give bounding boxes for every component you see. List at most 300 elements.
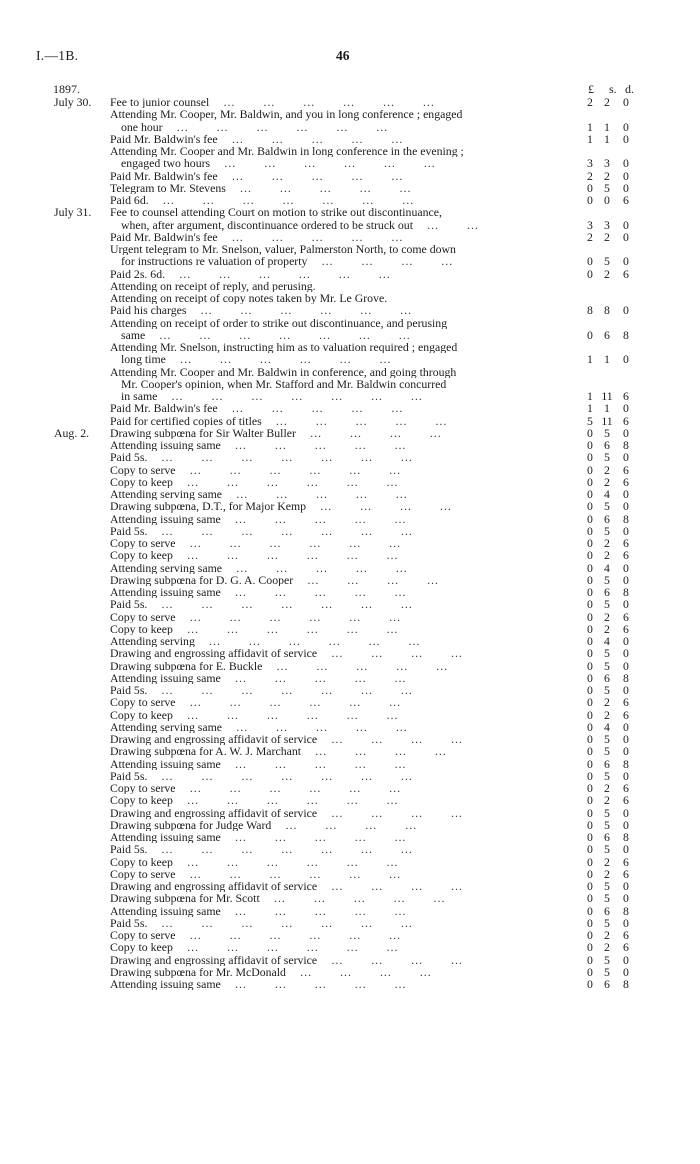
amount-shillings: 5 (604, 254, 610, 269)
dot-leader: … … … … … … (175, 537, 415, 550)
amount-shillings: 5 (604, 180, 610, 195)
dot-leader: … … … … … … (162, 120, 402, 133)
amount-pounds: 0 (587, 266, 593, 281)
ledger-entry (0, 782, 700, 794)
entry-line (0, 353, 700, 365)
entry-description: Drawing and engrossing affidavit of service (110, 647, 318, 660)
ledger-entry (0, 929, 700, 941)
ledger-entry (0, 831, 700, 843)
amount-pence: 0 (623, 842, 629, 857)
ledger-entry (0, 917, 700, 929)
dot-leader: … … … … … (220, 978, 421, 991)
amount-pence: 0 (623, 499, 629, 514)
ledger-entry (0, 341, 700, 366)
amount-pence: 0 (623, 572, 629, 587)
entry-line (0, 929, 700, 941)
amount-shillings: 6 (604, 327, 610, 342)
ledger-entry (0, 402, 700, 414)
year-heading: 1897. (53, 82, 80, 96)
amount-pounds: 0 (587, 450, 593, 465)
amount-pence: 8 (623, 327, 629, 342)
amount-pounds: 0 (587, 732, 593, 746)
dot-leader: … … … … (293, 573, 453, 586)
dot-leader: … … … … (317, 806, 477, 819)
entry-description: Paid 5s. (110, 769, 148, 782)
ledger-entry (0, 696, 700, 708)
entry-description: Copy to keep (110, 855, 173, 868)
amount-shillings: 1 (604, 352, 610, 367)
amount-pounds: 0 (587, 695, 593, 710)
entry-description: Copy to keep (110, 794, 173, 807)
amount-shillings: 6 (604, 756, 610, 771)
amount-pence (619, 280, 633, 292)
ledger-entry (0, 549, 700, 561)
amount-pence: 6 (623, 621, 629, 636)
amount-pounds: 0 (587, 670, 593, 685)
amount-shillings: 2 (604, 548, 610, 563)
entry-description: Drawing subpœna for Mr. Scott (110, 892, 260, 905)
ledger-entry (0, 96, 700, 108)
entry-description: Copy to serve (110, 929, 176, 942)
entry-line (0, 562, 700, 574)
amount-pence: 6 (623, 389, 629, 403)
entry-description: Attending Mr. Cooper and Mr. Baldwin in conference, and going through (110, 365, 457, 378)
amount-pence: 6 (623, 413, 629, 428)
entry-line (0, 243, 700, 255)
entry-line (0, 488, 700, 500)
dot-leader: … … … … … … (172, 941, 413, 954)
shillings-heading: s. (609, 82, 617, 96)
page-header (36, 40, 660, 64)
entry-description: Copy to keep (110, 941, 173, 954)
amount-pounds: 0 (587, 462, 593, 477)
amount-shillings: 5 (604, 952, 610, 967)
amount-pence: 0 (623, 401, 629, 416)
amount-shillings: 2 (604, 462, 610, 477)
amount-pence: 0 (623, 560, 629, 575)
amount-pounds: 0 (587, 768, 593, 783)
ledger-entry (0, 562, 700, 574)
amount-pounds: 1 (587, 352, 593, 367)
ledger-entry (0, 513, 700, 525)
dot-leader: … … … … … … (165, 353, 406, 366)
amount-pence: 6 (623, 536, 629, 550)
ledger-entry (0, 635, 700, 647)
amount-shillings: 1 (604, 119, 610, 134)
amount-shillings (598, 280, 616, 292)
amount-pounds: 0 (587, 744, 593, 759)
amount-shillings: 3 (604, 217, 610, 232)
entry-description: Copy to keep (110, 475, 173, 488)
ledger-entry (0, 880, 700, 892)
entry-line (0, 390, 700, 402)
amount-pence: 0 (623, 168, 629, 183)
amount-pence: 6 (623, 462, 629, 477)
amount-pence: 0 (623, 646, 629, 661)
entry-line (0, 905, 700, 917)
ledger-entry (0, 684, 700, 696)
ledger-entry (0, 464, 700, 476)
amount-pence: 0 (623, 915, 629, 930)
amount-pounds: 0 (587, 915, 593, 930)
amount-shillings: 5 (604, 915, 610, 930)
entry-line (0, 868, 700, 880)
entry-description: Copy to serve (110, 867, 176, 880)
dot-leader: … … … … … (261, 414, 462, 427)
ledger-entry (0, 182, 700, 194)
dot-leader: … … … … (317, 953, 477, 966)
dot-leader: … … … … … … (175, 610, 415, 623)
entry-description: Copy to keep (110, 549, 173, 562)
ledger-entry (0, 415, 700, 427)
amount-shillings: 2 (604, 793, 610, 808)
entry-description: Drawing subpœna, D.T., for Major Kemp (110, 500, 307, 513)
entry-description: Attending on receipt of order to strike out discontinuance, and perusing (110, 316, 448, 329)
amount-pounds: 0 (587, 621, 593, 636)
dot-leader: … … … … … … (172, 549, 413, 562)
amount-shillings: 6 (604, 977, 610, 991)
amount-pounds: 5 (587, 413, 593, 428)
dot-leader: … … … … … … (175, 929, 415, 942)
pence-heading: d. (625, 82, 634, 96)
ledger-entry (0, 451, 700, 463)
amount-pounds: 0 (587, 180, 593, 195)
entry-line (0, 892, 700, 904)
entry-line (0, 966, 700, 978)
pounds-heading: £ (588, 82, 594, 96)
amount-pence: 0 (623, 879, 629, 893)
amount-shillings: 5 (604, 683, 610, 697)
entry-description: Paid 6d. (110, 194, 149, 207)
entry-line (0, 660, 700, 672)
amount-shillings: 3 (604, 156, 610, 171)
entry-description: Paid 5s. (110, 524, 148, 537)
ledger-entry (0, 733, 700, 745)
amount-shillings: 4 (604, 719, 610, 734)
entry-description: Attending issuing same (110, 831, 221, 844)
entry-description: Attending issuing same (110, 978, 221, 991)
dot-leader: … … … … (317, 733, 477, 746)
amount-pounds: 0 (587, 879, 593, 893)
amount-shillings: 2 (604, 854, 610, 869)
entry-line (0, 182, 700, 194)
amount-pence: 6 (623, 266, 629, 281)
amount-pounds: 0 (587, 964, 593, 979)
entry-description: Paid 2s. 6d. (110, 267, 166, 280)
amount-pounds: 0 (587, 560, 593, 575)
amount-pounds: 0 (587, 854, 593, 869)
entry-description: Paid Mr. Baldwin's fee (110, 230, 218, 243)
ledger-entry (0, 304, 700, 316)
entry-line (0, 513, 700, 525)
entry-description: long time (121, 353, 166, 366)
entry-description: Fee to junior counsel (110, 96, 210, 109)
amount-pounds: 0 (587, 511, 593, 526)
amount-pounds: 3 (587, 217, 593, 232)
entry-description: Copy to keep (110, 622, 173, 635)
document-reference: I.—1B. (36, 48, 79, 63)
entry-line (0, 696, 700, 708)
dot-leader: … … … … … … … (147, 916, 427, 929)
entry-line (0, 366, 700, 378)
amount-pence: 0 (623, 95, 629, 109)
entry-line (0, 145, 700, 157)
amount-pounds: 0 (587, 499, 593, 514)
entry-line (0, 647, 700, 659)
entry-line (0, 709, 700, 721)
entry-date: Aug. 2. (54, 425, 90, 440)
amount-pounds: 0 (587, 830, 593, 844)
amount-shillings: 5 (604, 879, 610, 893)
amount-pounds: 0 (587, 756, 593, 771)
entry-line (0, 219, 700, 231)
ledger-entry (0, 758, 700, 770)
entry-line (0, 782, 700, 794)
amount-pence: 0 (623, 658, 629, 673)
entry-description: Drawing and engrossing affidavit of service (110, 953, 318, 966)
amount-pounds: 0 (587, 327, 593, 342)
amount-pounds: 0 (587, 425, 593, 440)
amount-shillings: 5 (604, 805, 610, 820)
amount-pounds: 3 (587, 156, 593, 171)
dot-leader: … … … … … (220, 757, 421, 770)
dot-leader: … … … … (307, 255, 467, 268)
entry-line (0, 819, 700, 831)
dot-leader: … … … … (317, 647, 477, 660)
entry-line (0, 733, 700, 745)
dot-leader: … … … … (306, 500, 466, 513)
amount-pence: 0 (623, 597, 629, 612)
amount-shillings: 4 (604, 634, 610, 648)
entry-description: Attending serving same (110, 561, 223, 574)
amount-pounds: 0 (587, 842, 593, 857)
amount-pounds: 0 (587, 817, 593, 832)
dot-leader: … … … … … … (172, 708, 413, 721)
amount-pence: 0 (623, 523, 629, 538)
entry-line (0, 831, 700, 843)
ledger-entry (0, 574, 700, 586)
ledger-entry (0, 525, 700, 537)
amount-pence: 0 (623, 634, 629, 648)
amount-pence: 0 (623, 817, 629, 832)
amount-shillings: 4 (604, 487, 610, 501)
amount-shillings: 5 (604, 768, 610, 783)
entry-description: for instructions re valuation of property (121, 255, 308, 268)
amount-pence: 0 (623, 805, 629, 820)
entry-line (0, 268, 700, 280)
dot-leader: … … … … … … … (147, 843, 427, 856)
ledger-entry (0, 941, 700, 953)
ledger-entry (0, 807, 700, 819)
amount-pounds: 0 (587, 474, 593, 489)
amount-pounds: 0 (587, 952, 593, 967)
entry-description: Attending Mr. Cooper, Mr. Baldwin, and you in long conference ; engaged (110, 108, 463, 121)
entry-description: Attending issuing same (110, 904, 221, 917)
entry-description: engaged two hours (121, 157, 211, 170)
dot-leader: … … … … … (222, 561, 422, 574)
ledger-entry (0, 268, 700, 280)
dot-leader: … … … … (271, 818, 431, 831)
amount-shillings: 2 (604, 621, 610, 636)
amount-pence: 0 (623, 487, 629, 501)
amount-pence: 6 (623, 707, 629, 722)
entry-line (0, 807, 700, 819)
amount-pounds: 0 (587, 487, 593, 501)
entry-line (0, 304, 700, 316)
amount-pounds: 2 (587, 168, 593, 183)
amount-shillings: 5 (604, 964, 610, 979)
dot-leader: … … … … … … (165, 267, 405, 280)
dot-leader: … … … … … … (175, 782, 415, 795)
ledger-entry (0, 978, 700, 990)
amount-pounds: 0 (587, 193, 593, 207)
amount-pounds: 8 (587, 303, 593, 318)
dot-leader: … … … … (295, 426, 456, 439)
amount-pounds: 0 (587, 719, 593, 734)
amount-pence: 6 (623, 781, 629, 795)
entry-description: Copy to serve (110, 696, 176, 709)
amount-shillings: 5 (604, 646, 610, 661)
amount-pounds: 0 (587, 707, 593, 722)
ledger-entry (0, 770, 700, 782)
dot-leader: … … … … … (220, 904, 421, 917)
ledger-entry (0, 843, 700, 855)
ledger-entry (0, 206, 700, 231)
amount-shillings: 2 (604, 928, 610, 942)
amount-pounds: 0 (587, 891, 593, 906)
entry-description: Attending issuing same (110, 439, 221, 452)
entry-line (0, 476, 700, 488)
amount-pence: 6 (623, 474, 629, 489)
entry-description: Drawing subpœna for E. Buckle (110, 659, 263, 672)
ledger-entry (0, 856, 700, 868)
ledger-entry (0, 427, 700, 439)
ledger-entry (0, 317, 700, 342)
entry-line (0, 121, 700, 133)
amount-shillings: 2 (604, 940, 610, 955)
dot-leader: … … … … … … (175, 463, 415, 476)
entry-description: Copy to serve (110, 782, 176, 795)
amount-shillings: 2 (604, 609, 610, 624)
entry-description: Drawing subpœna for Judge Ward (110, 818, 272, 831)
amount-pounds: 0 (587, 805, 593, 820)
entry-description: Attending issuing same (110, 586, 221, 599)
entry-line (0, 317, 700, 329)
ledger-entry (0, 133, 700, 145)
entry-description: in same (121, 390, 158, 403)
dot-leader: … … … … … … (186, 304, 426, 317)
amount-shillings: 2 (604, 229, 610, 244)
ledger-entry (0, 170, 700, 182)
amount-pence: 0 (623, 180, 629, 195)
ledger-entries (0, 96, 700, 990)
amount-pounds: 0 (587, 683, 593, 697)
dot-leader: … … … … … … (210, 157, 450, 170)
entry-description: Telegram to Mr. Stevens (110, 181, 226, 194)
amount-shillings: 5 (604, 425, 610, 440)
amount-pence: 0 (623, 719, 629, 734)
amount-pounds: 0 (587, 781, 593, 795)
amount-pounds: 0 (587, 536, 593, 550)
ledger-entry (0, 500, 700, 512)
entry-description: Drawing and engrossing affidavit of service (110, 806, 318, 819)
dot-leader: … … … … … (220, 671, 421, 684)
entry-date: July 31. (54, 205, 92, 220)
dot-leader: … … … … (317, 880, 477, 893)
amount-pounds: 0 (587, 438, 593, 452)
amount-pence: 6 (623, 193, 629, 207)
entry-line (0, 635, 700, 647)
amount-pounds: 0 (587, 254, 593, 269)
entry-description: Copy to keep (110, 708, 173, 721)
amount-pounds: 1 (587, 401, 593, 416)
entry-description: Copy to serve (110, 463, 176, 476)
dot-leader: … … … … … … … (147, 684, 427, 697)
amount-pounds (583, 280, 597, 292)
amount-pounds: 0 (587, 793, 593, 808)
amount-pence: 0 (623, 156, 629, 171)
entry-line (0, 206, 700, 218)
amount-shillings: 6 (604, 830, 610, 844)
entry-line (0, 880, 700, 892)
amount-pounds: 0 (587, 634, 593, 648)
entry-description: Drawing and engrossing affidavit of service (110, 733, 318, 746)
ledger-entry (0, 611, 700, 623)
amount-pounds: 1 (587, 131, 593, 146)
ledger-entry (0, 476, 700, 488)
dot-leader: … … … … … (259, 892, 460, 905)
dot-leader: … … … … … … (175, 696, 415, 709)
ledger-entry (0, 280, 700, 292)
entry-line (0, 439, 700, 451)
entry-line (0, 611, 700, 623)
amount-shillings: 5 (604, 842, 610, 857)
entry-line (0, 378, 700, 390)
entry-line (0, 917, 700, 929)
ledger-entry (0, 586, 700, 598)
amount-shillings: 5 (604, 597, 610, 612)
dot-leader: … … (412, 218, 493, 231)
dot-leader: … … … … … … … (147, 598, 427, 611)
amount-shillings: 1 (604, 401, 610, 416)
ledger-entry (0, 966, 700, 978)
ledger-entry (0, 709, 700, 721)
amount-pounds: 1 (587, 119, 593, 134)
entry-line (0, 108, 700, 120)
amount-shillings: 5 (604, 817, 610, 832)
ledger-entry (0, 488, 700, 500)
amount-pounds: 0 (587, 658, 593, 673)
entry-description: Copy to serve (110, 610, 176, 623)
entry-description: when, after argument, discontinuance ordered to be struck out (121, 218, 413, 231)
amount-shillings: 2 (604, 695, 610, 710)
entry-description: Drawing subpœna for D. G. A. Cooper (110, 573, 294, 586)
dot-leader: … … … … … (217, 402, 418, 415)
entry-description: Paid 5s. (110, 916, 148, 929)
amount-shillings: 6 (604, 903, 610, 918)
entry-description: Attending serving same (110, 488, 223, 501)
entry-line (0, 280, 700, 292)
amount-pence: 6 (623, 940, 629, 955)
amount-pence: 8 (623, 903, 629, 918)
entry-description: Attending serving same (110, 720, 223, 733)
amount-shillings: 2 (604, 781, 610, 795)
amount-pounds: 0 (587, 940, 593, 955)
entry-line (0, 684, 700, 696)
entry-line (0, 745, 700, 757)
amount-pence: 0 (623, 229, 629, 244)
amount-shillings: 11 (601, 413, 613, 428)
